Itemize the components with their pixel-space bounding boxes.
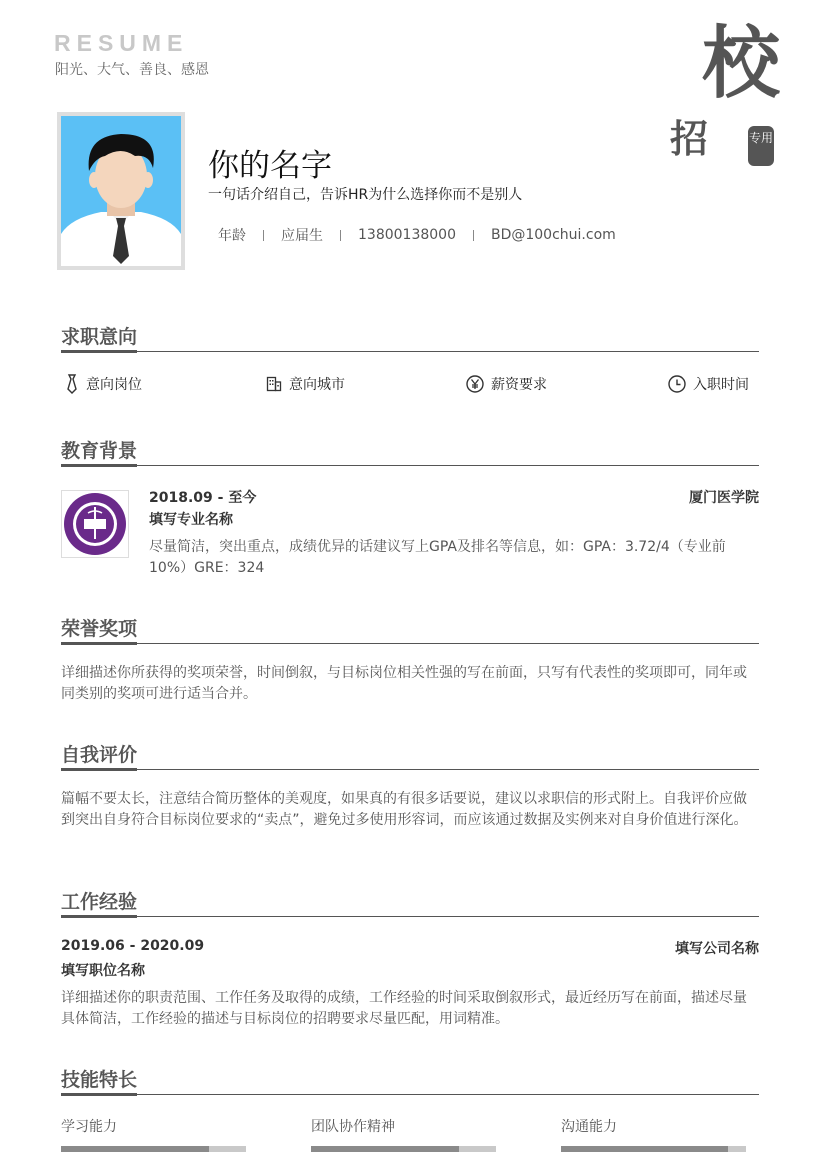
info-email: BD@100chui.com [490, 227, 616, 243]
edu-date: 2018.09 - 至今 [149, 490, 257, 506]
section-header [61, 435, 759, 466]
self-eval-description: 篇幅不要太长，注意结合简历整体的美观度，如果真的有很多话要说，建议以求职信的形式附上。自我评价应做到突出自身符合目标岗位要求的“卖点”，避免过多使用形容词，而应该通过数据及实例来对自身价值进行深化。 [61, 791, 748, 828]
intent-item-start [668, 374, 749, 394]
info-phone: 13800138000 [358, 227, 456, 243]
section-title: 求职意向 [61, 324, 137, 353]
intent-label: 意向岗位 [86, 377, 142, 393]
section-header [61, 321, 759, 352]
avatar-illustration-icon [61, 116, 181, 266]
work-company: 填写公司名称 [675, 941, 759, 957]
school-logo [61, 490, 129, 558]
skill-bar-fill [311, 1146, 459, 1152]
info-status: 应届生 [281, 228, 323, 244]
divider [340, 230, 341, 241]
divider [473, 230, 474, 241]
school-seal-icon [62, 491, 128, 557]
edu-school: 厦门医学院 [689, 490, 759, 506]
section-self-eval [61, 739, 759, 770]
skill-bar [561, 1146, 746, 1152]
work-position: 填写职位名称 [61, 963, 145, 979]
badge-tag: 专用 [748, 126, 774, 166]
section-title: 教育背景 [61, 438, 137, 467]
section-title: 自我评价 [61, 742, 137, 771]
skill-bar-fill [561, 1146, 728, 1152]
divider [263, 230, 264, 241]
intent-item-position [65, 374, 142, 394]
section-honors [61, 613, 759, 644]
work-description: 详细描述你的职责范围、工作任务及取得的成绩，工作经验的时间采取倒叙形式，最近经历写在前面，描述尽量具体简洁，工作经验的描述与目标岗位的招聘要求尽量匹配，用词精准。 [61, 990, 747, 1027]
section-header [61, 613, 759, 644]
section-work [61, 886, 759, 917]
section-education [61, 435, 759, 466]
info-age: 年龄 [218, 228, 246, 244]
intent-item-city [266, 374, 345, 394]
badge-big-char: 校 [701, 19, 780, 109]
edu-major: 填写专业名称 [149, 512, 233, 528]
section-title: 技能特长 [61, 1067, 137, 1096]
section-intent [61, 321, 759, 352]
tie-icon [65, 374, 79, 394]
skill-bar [311, 1146, 496, 1152]
contact-info [218, 225, 616, 245]
intent-row [61, 374, 759, 398]
skill-label: 团队协作精神 [311, 1119, 395, 1135]
candidate-intro: 一句话介绍自己，告诉HR为什么选择你而不是别人 [208, 187, 523, 203]
intent-label: 薪资要求 [491, 377, 547, 393]
yen-icon [466, 375, 484, 393]
skill-label: 沟通能力 [561, 1119, 617, 1135]
honors-description: 详细描述你所获得的奖项荣誉，时间倒叙，与目标岗位相关性强的写在前面，只写有代表性的奖项即可，同年或同类别的奖项可进行适当合并。 [61, 665, 747, 702]
clock-icon [668, 375, 686, 393]
section-title: 工作经验 [61, 889, 137, 918]
intent-label: 入职时间 [693, 377, 749, 393]
section-header [61, 886, 759, 917]
candidate-name: 你的名字 [208, 148, 332, 184]
badge-mid-char: 招 [670, 117, 709, 161]
campus-badge [670, 18, 780, 161]
tagline: 阳光、大气、善良、感恩 [55, 62, 209, 78]
building-icon [266, 376, 282, 392]
section-header [61, 1064, 759, 1095]
skill-bar [61, 1146, 246, 1152]
section-title: 荣誉奖项 [61, 616, 137, 645]
skill-label: 学习能力 [61, 1119, 117, 1135]
skill-bar-fill [61, 1146, 209, 1152]
intent-item-salary [466, 374, 547, 394]
intent-label: 意向城市 [289, 377, 345, 393]
section-header [61, 739, 759, 770]
avatar [57, 112, 185, 270]
resume-watermark: RESUME [54, 30, 189, 56]
section-skills [61, 1064, 759, 1095]
edu-description: 尽量简洁，突出重点，成绩优异的话建议写上GPA及排名等信息，如：GPA：3.72/4（专业前10%）GRE：324 [149, 539, 726, 576]
work-date: 2019.06 - 2020.09 [61, 938, 205, 954]
